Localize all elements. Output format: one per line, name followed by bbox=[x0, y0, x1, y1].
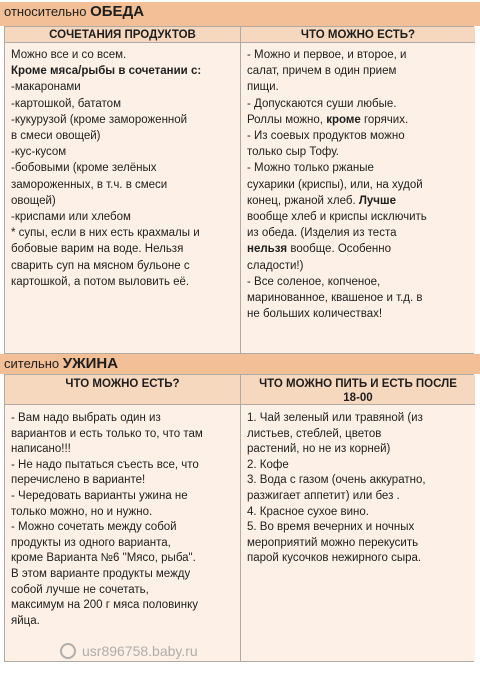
text-line: -макаронами bbox=[11, 81, 81, 94]
dinner-col2-header-line: 18-00 bbox=[343, 392, 373, 404]
watermark bbox=[60, 640, 440, 662]
dinner-after-18-cell bbox=[241, 405, 475, 661]
lunch-col1-header: СОЧЕТАНИЯ ПРОДУКТОВ bbox=[5, 27, 241, 43]
text-line: - Все соленое, копченое, bbox=[247, 275, 381, 288]
text-line: * супы, если в них есть крахмалы и bbox=[11, 227, 200, 240]
dinner-col2-header-line: ЧТО МОЖНО ПИТЬ И ЕСТЬ ПОСЛЕ bbox=[259, 378, 457, 390]
text-line: растений, но не из корней) bbox=[247, 443, 391, 456]
baby-ru-logo-icon bbox=[60, 643, 76, 659]
text-line: - Допускаются суши любые. bbox=[247, 97, 397, 110]
text-line: - Можно только ржаные bbox=[247, 162, 374, 175]
lunch-title-main: ОБЕДА bbox=[90, 3, 145, 20]
text-line: картошкой, а потом выловить её. bbox=[11, 275, 190, 288]
text-line bbox=[247, 112, 469, 128]
text-line: бобовые варим на воде. Нельзя bbox=[11, 243, 184, 256]
text-line: максимум на 200 г мяса половинку bbox=[11, 599, 198, 612]
text-run: конец, ржаной хлеб. bbox=[247, 194, 359, 207]
text-line: листьев, стеблей, цветов bbox=[247, 427, 382, 440]
text-line: только можно, но и нужно. bbox=[11, 505, 153, 518]
dinner-section-title bbox=[0, 354, 480, 374]
text-run-bold: Лучше bbox=[358, 194, 396, 207]
text-line: -кукурузой (кроме замороженной bbox=[11, 113, 188, 126]
dinner-allowed-cell bbox=[5, 405, 241, 661]
text-line: -кус-кусом bbox=[11, 146, 67, 159]
text-run-bold: кроме bbox=[326, 113, 361, 126]
text-run-bold: нельзя bbox=[247, 243, 288, 256]
text-line: вообще хлеб и криспы исключить bbox=[247, 211, 427, 224]
text-line: кроме Варианта №6 "Мясо, рыба". bbox=[11, 552, 196, 565]
text-line: сухарики (криспы), или, на худой bbox=[247, 178, 423, 191]
text-line: - Можно сочетать между собой bbox=[11, 521, 177, 534]
text-line: 2. Кофе bbox=[247, 458, 289, 471]
text-line: - Из соевых продуктов можно bbox=[247, 130, 405, 143]
text-line: 4. Красное сухое вино. bbox=[247, 505, 369, 518]
text-line: 3. Вода с газом (очень аккуратно, bbox=[247, 474, 426, 487]
text-line: В этом варианте продукты между bbox=[11, 567, 191, 580]
lunch-table bbox=[4, 26, 474, 354]
lunch-title-prefix: относительно bbox=[4, 4, 87, 19]
dinner-title-main: УЖИНА bbox=[62, 355, 119, 372]
lunch-section-title bbox=[0, 2, 480, 26]
text-line: замороженных, в т.ч. в смеси bbox=[11, 178, 168, 191]
text-line: пищи. bbox=[247, 81, 279, 94]
dinner-table bbox=[4, 374, 474, 662]
text-line: -бобовыми (кроме зелёных bbox=[11, 162, 157, 175]
text-line bbox=[247, 241, 469, 257]
text-line: в смеси овощей) bbox=[11, 130, 101, 143]
text-line bbox=[247, 193, 469, 209]
text-line: перечислено в варианте! bbox=[11, 474, 146, 487]
text-line: не больших количествах! bbox=[247, 308, 383, 321]
dinner-title-prefix: сительно bbox=[4, 356, 60, 371]
text-line: вариантов и есть только то, что там bbox=[11, 427, 203, 440]
text-line: 1. Чай зеленый или травяной (из bbox=[247, 412, 423, 424]
text-line: яйца. bbox=[11, 614, 40, 627]
text-line: -криспами или хлебом bbox=[11, 211, 131, 224]
text-run: вообще. Особенно bbox=[287, 243, 391, 256]
text-run: горячих. bbox=[360, 113, 409, 126]
dinner-col1-header: ЧТО МОЖНО ЕСТЬ? bbox=[5, 375, 241, 405]
text-line: маринованное, квашеное и т.д. в bbox=[247, 292, 423, 305]
text-line: продукты из одного варианта, bbox=[11, 536, 171, 549]
text-line: - Вам надо выбрать один из bbox=[11, 412, 161, 424]
dinner-col2-header bbox=[241, 375, 475, 405]
text-line: Кроме мяса/рыбы в сочетании с: bbox=[11, 65, 202, 78]
text-line: - Чередовать варианты ужина не bbox=[11, 489, 188, 502]
text-line: написано!!! bbox=[11, 443, 71, 456]
text-line: только сыр Тофу. bbox=[247, 146, 339, 159]
text-line: собой лучше не сочетать, bbox=[11, 583, 149, 596]
text-line: -картошкой, бататом bbox=[11, 97, 121, 110]
watermark-text: usr896758.baby.ru bbox=[82, 643, 198, 659]
text-line: сварить суп на мясном бульоне с bbox=[11, 259, 190, 272]
text-run: Роллы можно, bbox=[247, 113, 327, 126]
text-line: разжигает аппетит) или без . bbox=[247, 489, 400, 502]
text-line: парой кусочков нежирного сыра. bbox=[247, 552, 422, 565]
text-line: - Не надо пытаться съесть все, что bbox=[11, 458, 199, 471]
text-line: из обеда. (Изделия из теста bbox=[247, 227, 397, 240]
text-line: мероприятий можно перекусить bbox=[247, 536, 419, 549]
lunch-combinations-cell bbox=[5, 43, 241, 353]
text-line: сладости!) bbox=[247, 259, 304, 272]
text-line: салат, причем в один прием bbox=[247, 65, 397, 78]
lunch-allowed-cell bbox=[241, 43, 475, 353]
text-line: овощей) bbox=[11, 194, 56, 207]
text-line: - Можно и первое, и второе, и bbox=[247, 49, 407, 61]
lunch-col2-header: ЧТО МОЖНО ЕСТЬ? bbox=[241, 27, 475, 43]
text-line: Можно все и со всем. bbox=[11, 49, 127, 61]
text-line: 5. Во время вечерних и ночных bbox=[247, 521, 415, 534]
